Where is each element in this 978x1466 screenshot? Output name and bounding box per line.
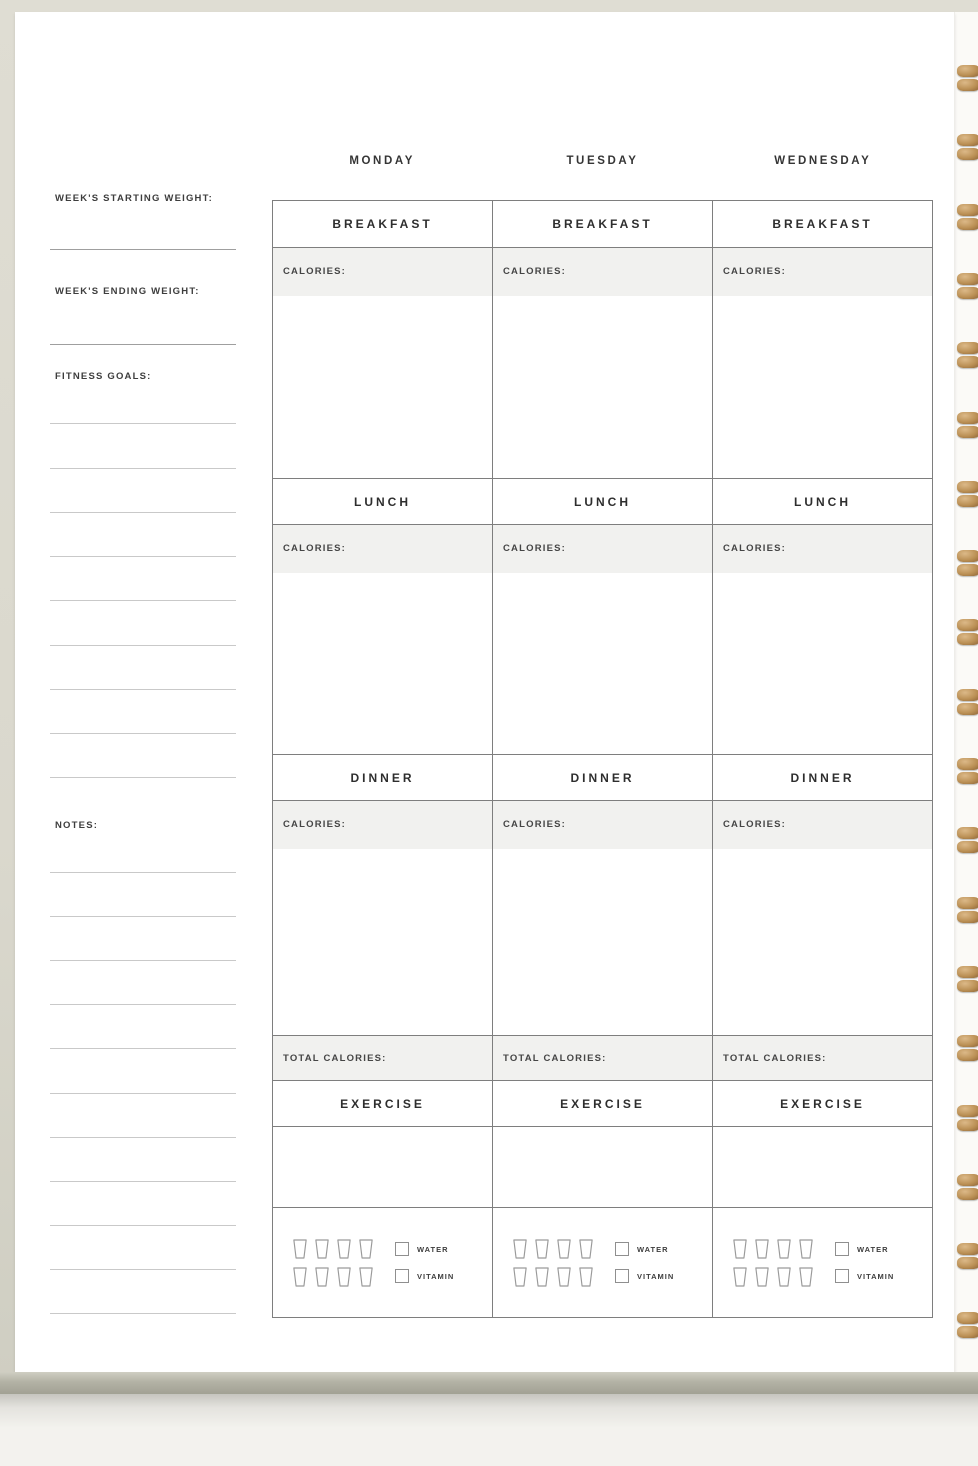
breakfast-calories-field: CALORIES: — [493, 248, 712, 296]
ruled-line — [50, 829, 236, 873]
planner-table — [272, 200, 933, 1318]
binding-ring-bead — [957, 633, 978, 645]
lunch-writein-area — [713, 573, 932, 754]
binding-ring-bead — [957, 980, 978, 992]
cup-icon — [313, 1266, 331, 1288]
binding-ring-icon — [957, 897, 978, 924]
water-checkbox — [835, 1242, 849, 1256]
ruled-line — [50, 1138, 236, 1182]
ruled-line — [50, 1182, 236, 1226]
binding-ring-icon — [957, 966, 978, 993]
ruled-line — [50, 646, 236, 690]
vitamin-label: VITAMIN — [417, 1271, 455, 1281]
notes-lines — [50, 829, 236, 1314]
binding-ring-bead — [957, 1049, 978, 1061]
binding-ring-icon — [957, 65, 978, 92]
binding-ring-icon — [957, 550, 978, 577]
cup-icon — [313, 1238, 331, 1260]
binding-ring-bead — [957, 1119, 978, 1131]
water-cups — [511, 1238, 595, 1288]
day-label: MONDAY — [349, 155, 415, 167]
binding-ring-bead — [957, 79, 978, 91]
water-label: WATER — [857, 1244, 889, 1254]
breakfast-header: BREAKFAST — [713, 201, 932, 248]
lunch-header: LUNCH — [713, 478, 932, 525]
binding-ring-icon — [957, 1035, 978, 1062]
binding-ring-bead — [957, 1326, 978, 1338]
notes-label: NOTES: — [55, 820, 99, 831]
ruled-line — [50, 1226, 236, 1270]
fitness-goals-lines — [50, 380, 236, 778]
cup-row — [731, 1238, 815, 1260]
cup-icon — [555, 1238, 573, 1260]
breakfast-writein-area — [713, 296, 932, 478]
binding-ring-bead — [957, 827, 978, 839]
binding-ring-bead — [957, 204, 978, 216]
binding-ring-bead — [957, 426, 978, 438]
water-cups — [291, 1238, 375, 1288]
binding-ring-icon — [957, 1174, 978, 1201]
binding-ring-bead — [957, 550, 978, 562]
cup-row — [511, 1238, 595, 1260]
ruled-line — [50, 469, 236, 513]
binding-ring-bead — [957, 495, 978, 507]
binding-ring-icon — [957, 689, 978, 716]
dinner-header: DINNER — [493, 754, 712, 801]
lunch-calories-field: CALORIES: — [713, 525, 932, 573]
binding-ring-bead — [957, 1243, 978, 1255]
vitamin-check-line — [615, 1269, 674, 1283]
dinner-calories-field: CALORIES: — [713, 801, 932, 849]
breakfast-header: BREAKFAST — [273, 201, 492, 248]
binding-ring-bead — [957, 1105, 978, 1117]
dinner-writein-area — [713, 849, 932, 1035]
binding-ring-bead — [957, 1257, 978, 1269]
binding-ring-bead — [957, 911, 978, 923]
cup-icon — [731, 1266, 749, 1288]
water-label: WATER — [417, 1244, 449, 1254]
ruled-line — [50, 557, 236, 601]
binding-ring-icon — [957, 204, 978, 231]
water-check-line — [395, 1242, 454, 1256]
breakfast-header: BREAKFAST — [493, 201, 712, 248]
vitamin-check-line — [395, 1269, 454, 1283]
day-label: TUESDAY — [566, 155, 639, 167]
binding-ring-bead — [957, 897, 978, 909]
dinner-calories-field: CALORIES: — [493, 801, 712, 849]
dinner-header: DINNER — [273, 754, 492, 801]
binding-ring-bead — [957, 148, 978, 160]
ruled-line — [50, 690, 236, 734]
cup-icon — [753, 1266, 771, 1288]
binding-ring-bead — [957, 689, 978, 701]
binding-ring-icon — [957, 827, 978, 854]
cup-icon — [555, 1266, 573, 1288]
binding-ring-bead — [957, 841, 978, 853]
ruled-line — [50, 917, 236, 961]
binding-ring-bead — [957, 564, 978, 576]
binding-ring-bead — [957, 1035, 978, 1047]
lunch-writein-area — [493, 573, 712, 754]
breakfast-writein-area — [493, 296, 712, 478]
ending-weight-writein-line — [50, 344, 236, 345]
binding-ring-bead — [957, 273, 978, 285]
book-cover-bottom-edge — [0, 1372, 978, 1394]
lunch-header: LUNCH — [273, 478, 492, 525]
binding-ring-bead — [957, 1174, 978, 1186]
cup-icon — [291, 1238, 309, 1260]
dinner-calories-field: CALORIES: — [273, 801, 492, 849]
breakfast-writein-area — [273, 296, 492, 478]
total-calories-field: TOTAL CALORIES: — [493, 1035, 712, 1080]
cup-icon — [577, 1266, 595, 1288]
exercise-header: EXERCISE — [493, 1080, 712, 1127]
binding-ring-icon — [957, 273, 978, 300]
ruled-line — [50, 380, 236, 424]
cup-row — [291, 1266, 375, 1288]
binding-ring-bead — [957, 772, 978, 784]
lunch-calories-field: CALORIES: — [273, 525, 492, 573]
water-cups — [731, 1238, 815, 1288]
binding-ring-bead — [957, 134, 978, 146]
vitamin-label: VITAMIN — [857, 1271, 895, 1281]
total-calories-field: TOTAL CALORIES: — [273, 1035, 492, 1080]
starting-weight-writein-line — [50, 249, 236, 250]
cup-icon — [357, 1266, 375, 1288]
lunch-calories-field: CALORIES: — [493, 525, 712, 573]
ruled-line — [50, 1270, 236, 1314]
cup-row — [511, 1266, 595, 1288]
vitamin-checkbox — [835, 1269, 849, 1283]
dinner-writein-area — [493, 849, 712, 1035]
vitamin-checkbox — [615, 1269, 629, 1283]
day-column — [712, 201, 932, 1317]
cup-icon — [335, 1238, 353, 1260]
binding-ring-icon — [957, 481, 978, 508]
cup-icon — [731, 1238, 749, 1260]
water-vitamin-row — [493, 1207, 712, 1317]
binding-ring-bead — [957, 65, 978, 77]
breakfast-calories-field: CALORIES: — [713, 248, 932, 296]
ruled-line — [50, 1094, 236, 1138]
binding-ring-bead — [957, 412, 978, 424]
water-label: WATER — [637, 1244, 669, 1254]
ending-weight-label: WEEK'S ENDING WEIGHT: — [55, 286, 200, 297]
exercise-writein-area — [713, 1127, 932, 1207]
binding-ring-icon — [957, 619, 978, 646]
cup-icon — [357, 1238, 375, 1260]
vitamin-check-line — [835, 1269, 894, 1283]
binding-ring-icon — [957, 134, 978, 161]
ruled-line — [50, 424, 236, 468]
water-vitamin-row — [273, 1207, 492, 1317]
ruled-line — [50, 1005, 236, 1049]
ruled-line — [50, 961, 236, 1005]
exercise-header: EXERCISE — [713, 1080, 932, 1127]
lunch-header: LUNCH — [493, 478, 712, 525]
binding-ring-bead — [957, 287, 978, 299]
exercise-header: EXERCISE — [273, 1080, 492, 1127]
binding-ring-bead — [957, 966, 978, 978]
vitamin-checkbox — [395, 1269, 409, 1283]
ruled-line — [50, 601, 236, 645]
breakfast-calories-field: CALORIES: — [273, 248, 492, 296]
binding-ring-icon — [957, 412, 978, 439]
ruled-line — [50, 734, 236, 778]
cup-row — [731, 1266, 815, 1288]
water-check-line — [835, 1242, 894, 1256]
cup-icon — [291, 1266, 309, 1288]
exercise-writein-area — [273, 1127, 492, 1207]
day-label: WEDNESDAY — [774, 155, 872, 167]
vitamin-label: VITAMIN — [637, 1271, 675, 1281]
water-checkbox — [395, 1242, 409, 1256]
cup-icon — [511, 1238, 529, 1260]
checkbox-group — [615, 1242, 674, 1283]
cup-icon — [775, 1266, 793, 1288]
binding-ring-bead — [957, 758, 978, 770]
starting-weight-label: WEEK'S STARTING WEIGHT: — [55, 193, 213, 204]
binding-ring-icon — [957, 342, 978, 369]
binding-ring-bead — [957, 619, 978, 631]
day-header-row — [272, 150, 933, 172]
cup-icon — [335, 1266, 353, 1288]
fitness-goals-label: FITNESS GOALS: — [55, 371, 152, 382]
binding-ring-icon — [957, 1243, 978, 1270]
exercise-writein-area — [493, 1127, 712, 1207]
cup-icon — [577, 1238, 595, 1260]
checkbox-group — [835, 1242, 894, 1283]
binding-ring-bead — [957, 218, 978, 230]
cup-icon — [533, 1266, 551, 1288]
checkbox-group — [395, 1242, 454, 1283]
day-column — [492, 201, 712, 1317]
binding-ring-icon — [957, 1105, 978, 1132]
lunch-writein-area — [273, 573, 492, 754]
binding-ring-icon — [957, 758, 978, 785]
binding-ring-bead — [957, 342, 978, 354]
ruled-line — [50, 1049, 236, 1093]
binding-ring-bead — [957, 703, 978, 715]
binding-ring-bead — [957, 481, 978, 493]
cup-icon — [533, 1238, 551, 1260]
binding-ring-icon — [957, 1312, 978, 1339]
book-shadow — [0, 1394, 978, 1428]
cup-icon — [797, 1266, 815, 1288]
ruled-line — [50, 513, 236, 557]
day-column — [273, 201, 492, 1317]
dinner-writein-area — [273, 849, 492, 1035]
cup-icon — [797, 1238, 815, 1260]
binding-ring-bead — [957, 1312, 978, 1324]
ruled-line — [50, 873, 236, 917]
binding-ring-bead — [957, 1188, 978, 1200]
total-calories-field: TOTAL CALORIES: — [713, 1035, 932, 1080]
binding-ring-bead — [957, 356, 978, 368]
cup-icon — [775, 1238, 793, 1260]
cup-icon — [753, 1238, 771, 1260]
dinner-header: DINNER — [713, 754, 932, 801]
water-checkbox — [615, 1242, 629, 1256]
cup-icon — [511, 1266, 529, 1288]
water-check-line — [615, 1242, 674, 1256]
water-vitamin-row — [713, 1207, 932, 1317]
cup-row — [291, 1238, 375, 1260]
